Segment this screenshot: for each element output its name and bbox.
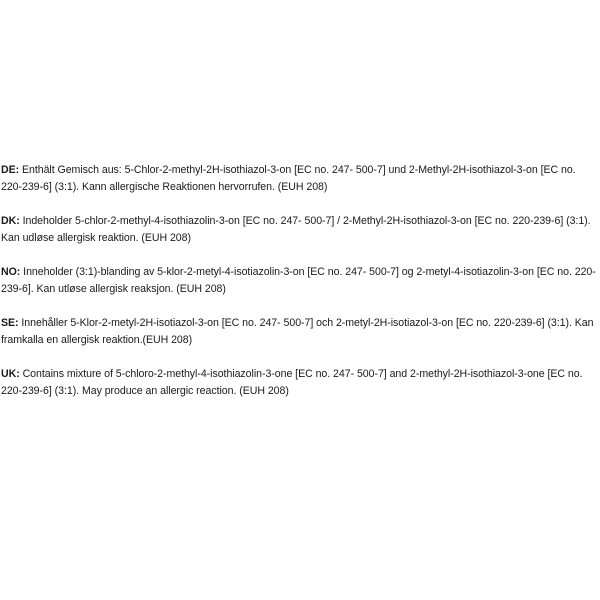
statement-text-dk: Indeholder 5-chlor-2-methyl-4-isothiazolin-3-on [EC no. 247- 500-7] / 2-Methyl-2H-isothiazol-3-on [EC no. 220-239-6] (3:1). Kan udløse allergisk reaktion. (EUH 208) [1, 215, 591, 244]
statement-text-de: Enthält Gemisch aus: 5-Chlor-2-methyl-2H-isothiazol-3-on [EC no. 247- 500-7] und 2-Methyl-2H-isothiazol-3-on [EC no. 220-239-6] (3:1). Kann allergische Reaktionen hervorrufen. (EUH 208) [1, 164, 576, 193]
statement-de [1, 162, 596, 196]
language-code-de: DE: [1, 164, 20, 176]
language-code-uk: UK: [1, 368, 20, 380]
language-code-no: NO: [1, 266, 21, 278]
statement-se [1, 315, 596, 349]
allergen-statement-document [0, 162, 600, 417]
statement-dk [1, 213, 596, 247]
statement-uk [1, 366, 596, 400]
language-code-dk: DK: [1, 215, 20, 227]
statement-no [1, 264, 596, 298]
statement-text-se: Innehåller 5-Klor-2-metyl-2H-isotiazol-3-on [EC no. 247- 500-7] och 2-metyl-2H-isotiazol-3-on [EC no. 220-239-6] (3:1). Kan framkalla en allergisk reaktion.(EUH 208) [1, 317, 594, 346]
language-code-se: SE: [1, 317, 19, 329]
statement-text-uk: Contains mixture of 5-chloro-2-methyl-4-isothiazolin-3-one [EC no. 247- 500-7] and 2-methyl-2H-isothiazol-3-one [EC no. 220-239-6] (3:1). May produce an allergic reaction. (EUH 208) [1, 368, 583, 397]
statement-text-no: Inneholder (3:1)-blanding av 5-klor-2-metyl-4-isotiazolin-3-on [EC no. 247- 500-7] og 2-metyl-4-isotiazolin-3-on [EC no. 220-239-6]. Kan utløse allergisk reaksjon. (EUH 208) [1, 266, 596, 295]
